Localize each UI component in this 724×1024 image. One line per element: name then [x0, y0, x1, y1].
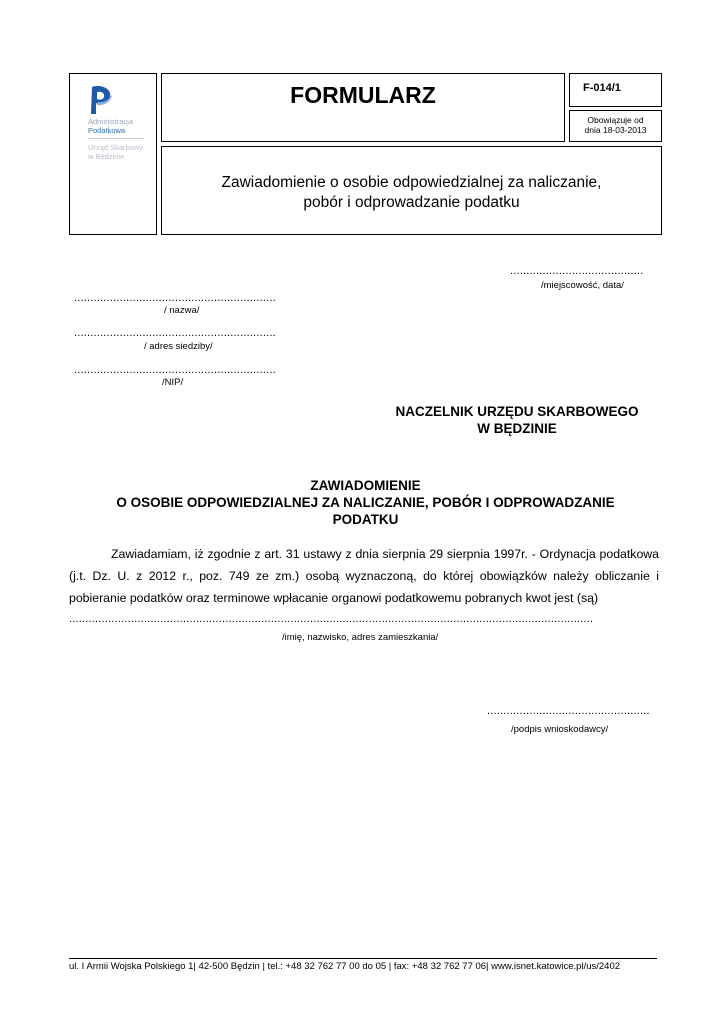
name-field[interactable]: ..............................................................	[74, 292, 276, 304]
title-box	[161, 73, 565, 142]
responsible-person-label: /imię, nazwisko, adres zamieszkania/	[282, 632, 439, 643]
form-title: FORMULARZ	[290, 82, 436, 108]
heading-line1: ZAWIADOMIENIE	[310, 478, 421, 493]
nip-field[interactable]: ..............................................................	[74, 364, 276, 376]
form-code: F-014/1	[583, 82, 621, 94]
footer-divider	[69, 958, 657, 959]
heading-line3: PODATKU	[332, 512, 399, 527]
form-subject-line2: pobór i odprowadzanie podatku	[303, 194, 520, 211]
form-code-box	[569, 73, 662, 107]
place-date-label: /miejscowość, data/	[541, 280, 624, 291]
form-subject-box	[161, 146, 662, 235]
body-paragraph-text: Zawiadamiam, iż zgodnie z art. 31 ustawy z dnia sierpnia 29 sierpnia 1997r. - Ordynacja podatkowa (j.t. Dz. U. z 2012 r., poz. 749 ze zm.) osobą wyznaczoną, do której obowiązków należy obliczanie i pobieranie podatków oraz terminowe wpłacanie organowi podatkowemu pobranych kwot jest (są)	[69, 547, 659, 605]
logo-box	[69, 73, 157, 235]
logo-text-tax: Podatkowa	[88, 126, 126, 135]
valid-from-line2: dnia 18-03-2013	[584, 125, 647, 135]
addressee-line1: NACZELNIK URZĘDU SKARBOWEGO	[395, 404, 639, 419]
valid-from-text	[570, 115, 661, 135]
name-label: / nazwa/	[164, 305, 200, 316]
address-label: / adres siedziby/	[144, 341, 213, 352]
nip-label: /NIP/	[162, 377, 184, 388]
valid-from-line1: Obowiązuje od	[587, 115, 644, 125]
tax-administration-logo-icon	[88, 84, 114, 116]
responsible-person-field[interactable]: .................................................................................................................................................................	[69, 613, 594, 625]
addressee	[370, 403, 664, 437]
logo-text-administration: Administracja	[88, 117, 134, 126]
valid-from-box	[569, 110, 662, 142]
body-paragraph	[69, 543, 659, 609]
logo-text-tax-office: Urząd Skarbowy	[88, 143, 144, 152]
heading-line2: O OSOBIE ODPOWIEDZIALNEJ ZA NALICZANIE, POBÓR I ODPROWADZANIE	[116, 495, 615, 510]
notification-heading	[69, 477, 662, 528]
signature-field[interactable]: ..................................................	[487, 705, 650, 717]
signature-label: /podpis wnioskodawcy/	[511, 724, 609, 735]
logo-text-city: w Będzinie	[88, 152, 125, 161]
place-date-field[interactable]: .........................................	[510, 265, 644, 277]
addressee-line2: W BĘDZINIE	[477, 421, 557, 436]
logo-divider	[88, 138, 144, 139]
footer-contact: ul. I Armii Wojska Polskiego 1| 42-500 Będzin | tel.: +48 32 762 77 00 do 05 | fax: +48 32 762 77 06| www.isnet.katowice.pl/us/2402	[69, 961, 621, 972]
address-field[interactable]: ..............................................................	[74, 327, 276, 339]
form-subject	[162, 173, 661, 213]
form-subject-line1: Zawiadomienie o osobie odpowiedzialnej za naliczanie,	[221, 174, 602, 191]
